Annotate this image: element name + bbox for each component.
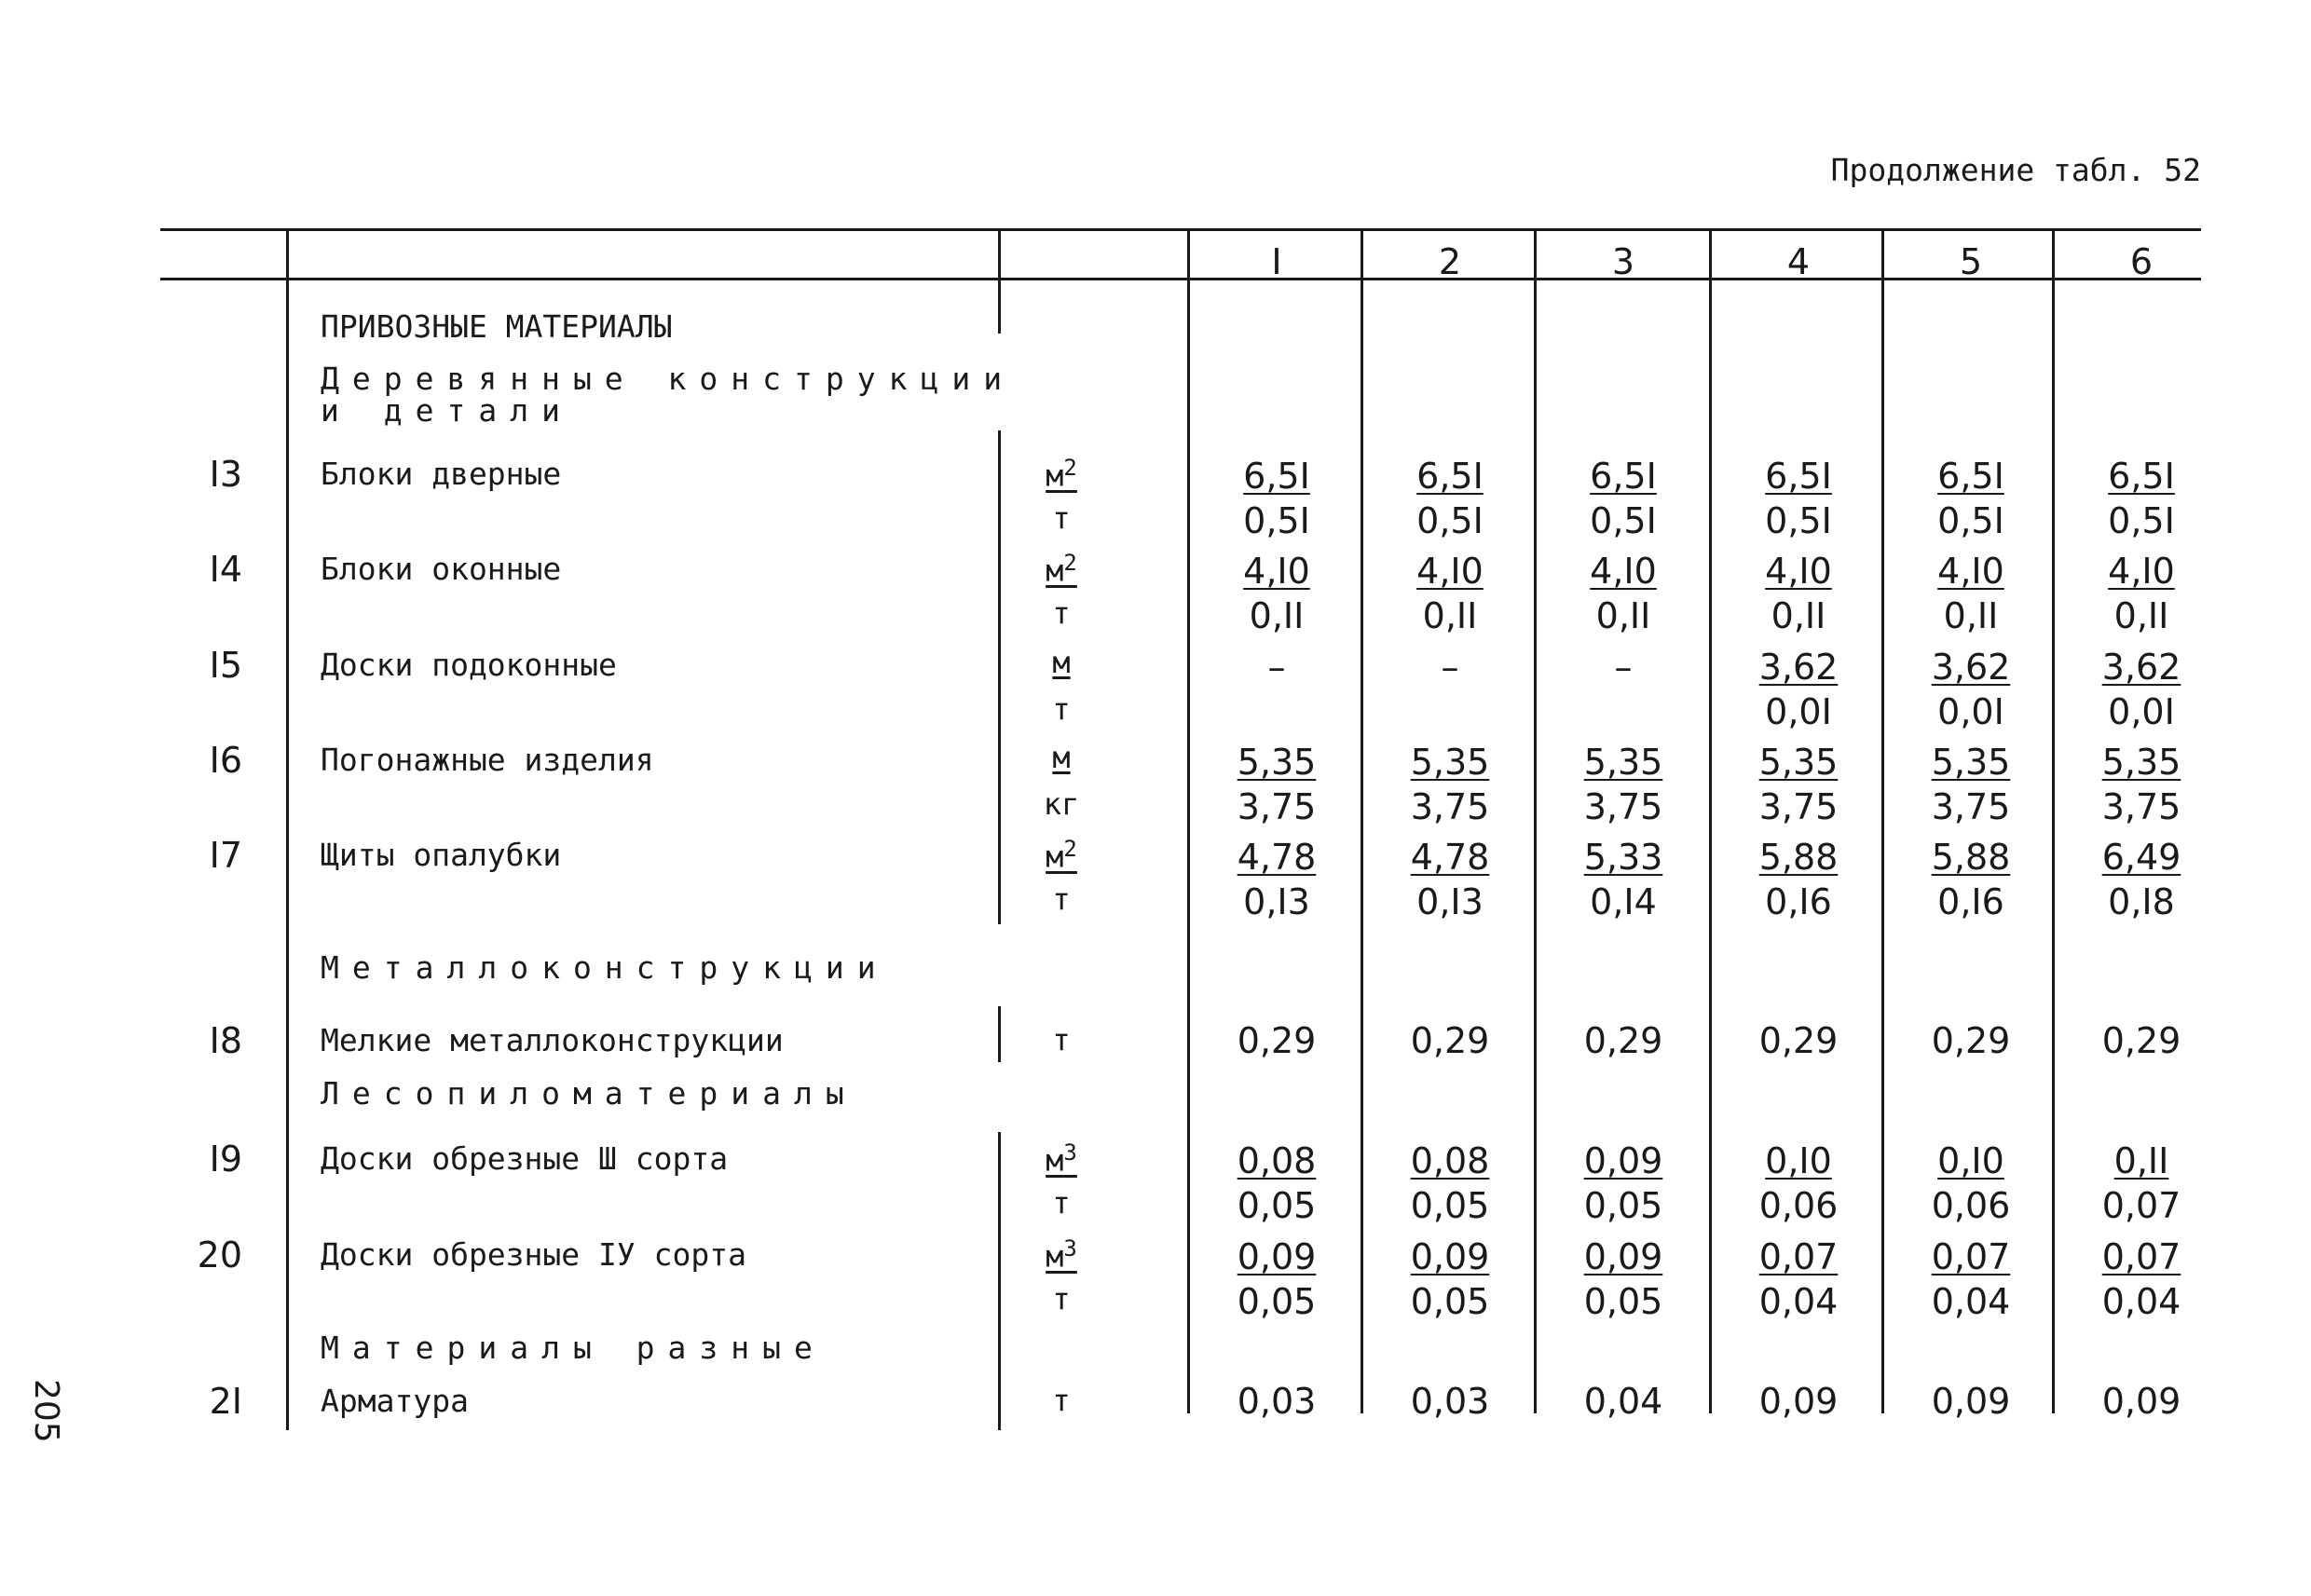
column-header-5: 5 [1959, 241, 1983, 282]
unit-label [1019, 1139, 1103, 1179]
table-cell: 0,29 [2101, 1020, 2181, 1061]
heading-imported-materials: ПРИВОЗНЫЕ МАТЕРИАЛЫ [321, 308, 673, 345]
table-cell: 0,09 [1931, 1381, 2011, 1422]
table-cell: 0,II [1422, 595, 1478, 636]
table-cell: 6,5I [1416, 456, 1484, 497]
unit-exponent: 3 [1063, 1139, 1077, 1166]
table-cell: 0,08 [1237, 1140, 1317, 1181]
row-number: I9 [209, 1139, 242, 1180]
row-number: I8 [209, 1020, 242, 1061]
row-name: Доски обрезные Ш сорта [321, 1140, 729, 1177]
section-wood-structures-line2: и детали [321, 392, 573, 429]
table-cell: 0,5I [1416, 500, 1484, 541]
row-name: Щиты опалубки [321, 837, 562, 873]
unit-label: т [1052, 500, 1071, 536]
table-cell: 0,07 [2101, 1185, 2181, 1226]
column-header-6: 6 [2129, 241, 2154, 282]
unit-label [1019, 645, 1103, 680]
row-number: I6 [209, 740, 242, 781]
row-name: Мелкие металлоконструкции [321, 1022, 784, 1058]
table-cell: 4,I0 [1765, 551, 1832, 592]
row-number: I7 [209, 835, 242, 876]
table-cell: 5,35 [1931, 742, 2011, 783]
table-cell: 5,88 [1931, 837, 2011, 878]
table-cell: 3,62 [2101, 647, 2181, 688]
unit-base: м [1046, 457, 1064, 494]
table-caption: Продолжение табл. 52 [1830, 152, 2201, 188]
unit-exponent: 2 [1063, 550, 1077, 576]
table-cell: 4,I0 [1937, 551, 2004, 592]
table-cell: 0,05 [1237, 1185, 1317, 1226]
unit-label: т [1052, 881, 1071, 917]
table-cell: 5,35 [1758, 742, 1839, 783]
table-cell: 0,04 [2101, 1281, 2181, 1322]
table-cell: 4,78 [1410, 837, 1490, 878]
table-cell: 0,I6 [1937, 881, 2004, 922]
table-cell: 0,03 [1410, 1381, 1490, 1422]
table-cell: – [1267, 647, 1286, 688]
column-divider [1187, 228, 1190, 1413]
unit-base: м [1046, 1142, 1064, 1179]
table-cell: 0,09 [1237, 1236, 1317, 1277]
unit-exponent: 2 [1063, 455, 1077, 481]
unit-label: т [1052, 1022, 1071, 1057]
table-cell: 0,5I [1937, 500, 2004, 541]
column-divider [998, 1006, 1001, 1062]
row-number: I5 [209, 645, 242, 686]
table-cell: 0,29 [1758, 1020, 1839, 1061]
table-cell: 0,29 [1237, 1020, 1317, 1061]
table-cell: 5,33 [1583, 837, 1663, 878]
table-cell: 0,07 [2101, 1236, 2181, 1277]
unit-label: т [1052, 1383, 1071, 1418]
table-cell: 5,35 [1583, 742, 1663, 783]
table-cell: – [1441, 647, 1459, 688]
unit-label: т [1052, 595, 1071, 631]
row-name: Блоки оконные [321, 551, 562, 587]
unit-label [1019, 550, 1103, 589]
table-cell: 0,0I [1937, 691, 2004, 732]
table-cell: 0,04 [1931, 1281, 2011, 1322]
column-header-4: 4 [1786, 241, 1811, 282]
row-name: Доски подоконные [321, 647, 617, 683]
table-cell: 4,I0 [1243, 551, 1310, 592]
table-cell: 5,35 [2101, 742, 2181, 783]
row-number: I4 [209, 549, 242, 590]
table-cell: 0,08 [1410, 1140, 1490, 1181]
table-cell: 0,0I [1765, 691, 1832, 732]
table-cell: 0,I6 [1765, 881, 1832, 922]
unit-label [1019, 740, 1103, 775]
table-cell: 5,35 [1237, 742, 1317, 783]
row-number: 20 [197, 1235, 242, 1275]
unit-base: м [1052, 645, 1071, 680]
table-cell: 0,06 [1931, 1185, 2011, 1226]
row-name: Блоки дверные [321, 456, 562, 492]
table-cell: 0,05 [1583, 1185, 1663, 1226]
column-header-2: 2 [1438, 241, 1462, 282]
table-cell: 3,75 [1237, 786, 1317, 827]
column-divider [286, 228, 289, 1430]
table-cell: 3,75 [1583, 786, 1663, 827]
table-cell: 6,5I [1590, 456, 1657, 497]
table-cell: 6,5I [2108, 456, 2175, 497]
page-number: 205 [27, 1379, 65, 1443]
table-cell: 0,I3 [1243, 881, 1310, 922]
table-cell: 0,04 [1583, 1381, 1663, 1422]
table-cell: 6,5I [1765, 456, 1832, 497]
unit-label: т [1052, 1185, 1071, 1221]
unit-base: м [1046, 839, 1064, 875]
table-cell: 0,05 [1410, 1185, 1490, 1226]
table-cell: 0,0I [2108, 691, 2175, 732]
table-cell: 0,5I [1590, 500, 1657, 541]
unit-label [1019, 836, 1103, 875]
table-cell: 0,29 [1583, 1020, 1663, 1061]
table-cell: 3,75 [1410, 786, 1490, 827]
table-cell: 0,I0 [1765, 1140, 1832, 1181]
section-lumber: Лесопиломатериалы [321, 1075, 857, 1112]
section-wood-structures: Деревянные конструкции [321, 361, 1016, 397]
table-cell: 6,49 [2101, 837, 2181, 878]
table-cell: 0,07 [1931, 1236, 2011, 1277]
unit-base: м [1046, 1238, 1064, 1275]
column-divider [998, 1132, 1001, 1430]
column-header-1: I [1271, 241, 1282, 282]
row-name: Арматура [321, 1383, 469, 1419]
row-name: Погонажные изделия [321, 742, 654, 778]
column-divider [998, 228, 1001, 334]
unit-label: т [1052, 691, 1071, 727]
table-cell: 6,5I [1243, 456, 1310, 497]
unit-label [1019, 1235, 1103, 1275]
table-cell: 0,II [1943, 595, 1999, 636]
table-cell: 0,5I [2108, 500, 2175, 541]
unit-base: м [1052, 740, 1071, 775]
table-cell: 4,I0 [2108, 551, 2175, 592]
column-divider [1709, 228, 1712, 1413]
row-name: Доски обрезные IУ сорта [321, 1236, 746, 1273]
table-cell: 0,03 [1237, 1381, 1317, 1422]
table-cell: 0,5I [1243, 500, 1310, 541]
table-cell: 3,75 [1758, 786, 1839, 827]
table-cell: 0,I0 [1937, 1140, 2004, 1181]
table-cell: 0,I3 [1416, 881, 1484, 922]
table-cell: 0,I8 [2108, 881, 2175, 922]
table-cell: 0,29 [1931, 1020, 2011, 1061]
table-cell: 0,29 [1410, 1020, 1490, 1061]
table-cell: 3,75 [1931, 786, 2011, 827]
table-cell: 0,05 [1583, 1281, 1663, 1322]
table-cell: 5,88 [1758, 837, 1839, 878]
section-misc-materials: Материалы разные [321, 1330, 826, 1366]
column-header-3: 3 [1611, 241, 1635, 282]
table-cell: 0,II [2113, 595, 2169, 636]
table-cell: 0,5I [1765, 500, 1832, 541]
table-cell: 4,I0 [1416, 551, 1484, 592]
unit-label: т [1052, 1281, 1071, 1316]
row-number: 2I [209, 1381, 242, 1422]
table-cell: 0,09 [2101, 1381, 2181, 1422]
table-cell: 0,II [2113, 1140, 2169, 1181]
table-cell: 0,07 [1758, 1236, 1839, 1277]
table-cell: 4,I0 [1590, 551, 1657, 592]
row-number: I3 [209, 454, 242, 495]
table-cell: 3,62 [1758, 647, 1839, 688]
table-cell: 0,II [1595, 595, 1651, 636]
table-cell: 3,62 [1931, 647, 2011, 688]
table-cell: 4,78 [1237, 837, 1317, 878]
table-cell: 0,05 [1237, 1281, 1317, 1322]
unit-label: кг [1043, 786, 1080, 822]
table-cell: 0,II [1771, 595, 1826, 636]
table-cell: 0,I4 [1590, 881, 1657, 922]
unit-label [1019, 455, 1103, 494]
table-cell: 0,04 [1758, 1281, 1839, 1322]
table-top-rule [160, 228, 2201, 231]
section-metal-structures: Металлоконструкции [321, 949, 889, 986]
table-cell: 3,75 [2101, 786, 2181, 827]
table-cell: 0,09 [1758, 1381, 1839, 1422]
table-cell: – [1614, 647, 1633, 688]
table-cell: 6,5I [1937, 456, 2004, 497]
table-cell: 0,09 [1583, 1236, 1663, 1277]
unit-exponent: 2 [1063, 836, 1077, 862]
unit-base: м [1046, 552, 1064, 589]
table-cell: 0,09 [1410, 1236, 1490, 1277]
table-cell: 0,05 [1410, 1281, 1490, 1322]
table-cell: 5,35 [1410, 742, 1490, 783]
unit-exponent: 3 [1063, 1235, 1077, 1262]
table-cell: 0,II [1249, 595, 1305, 636]
column-divider [998, 430, 1001, 924]
table-cell: 0,09 [1583, 1140, 1663, 1181]
table-cell: 0,06 [1758, 1185, 1839, 1226]
